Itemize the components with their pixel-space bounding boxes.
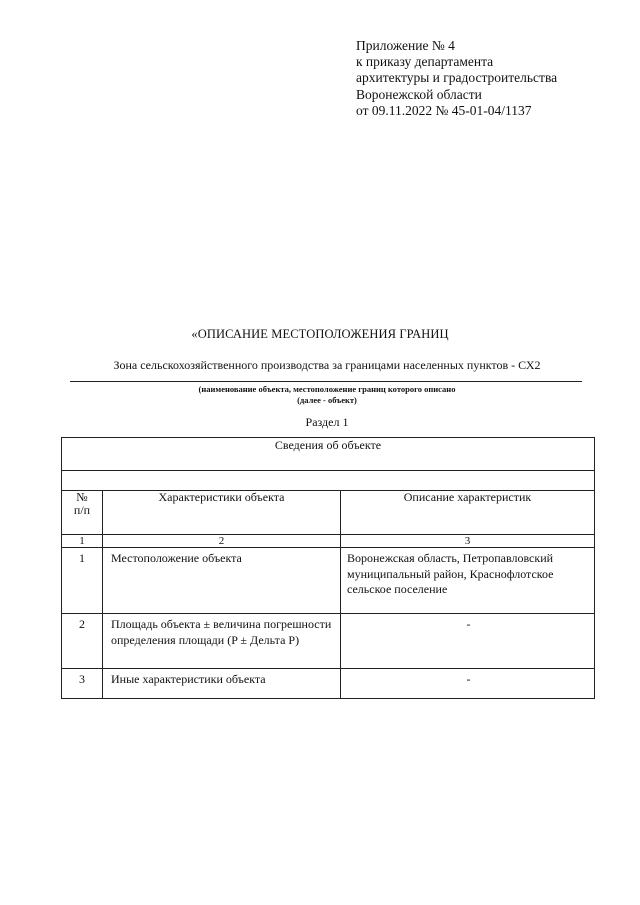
object-info-table: [61, 437, 595, 699]
row-num: 1: [62, 548, 103, 614]
table-row: [62, 548, 595, 614]
col-header-num-line1: №: [76, 490, 88, 504]
spacer-cell: [62, 471, 595, 491]
col-number: 1: [62, 535, 103, 548]
annex-line: от 09.11.2022 № 45-01-04/1137: [356, 102, 532, 118]
col-header-num: [62, 491, 103, 535]
row-description: Воронежская область, Петропавловский муниципальный район, Краснофлотское сельское поселение: [341, 548, 595, 614]
col-header-characteristics: Характеристики объекта: [103, 491, 341, 535]
column-header-row: [62, 491, 595, 535]
row-num: 3: [62, 669, 103, 699]
row-characteristic: Местоположение объекта: [103, 548, 341, 614]
caption-line: (далее - объект): [297, 395, 357, 405]
table-header: Сведения об объекте: [62, 438, 595, 471]
annex-line: архитектуры и градостроительства: [356, 70, 558, 86]
col-header-num-line2: п/п: [73, 503, 91, 517]
annex-line: Приложение № 4: [356, 38, 455, 53]
table-header-row: [62, 438, 595, 471]
document-title: «ОПИСАНИЕ МЕСТОПОЛОЖЕНИЯ ГРАНИЦ: [191, 327, 449, 341]
underline-rule: [70, 381, 582, 382]
annex-line: к приказу департамента: [356, 54, 494, 70]
table-spacer-row: [62, 471, 595, 491]
annex-line: Воронежской области: [356, 86, 482, 102]
table-row: [62, 614, 595, 669]
object-name: Зона сельскохозяйственного производства за границами населенных пунктов - СХ2: [113, 358, 541, 372]
row-description: -: [341, 669, 595, 699]
column-number-row: [62, 535, 595, 548]
col-header-description: Описание характеристик: [341, 491, 595, 535]
row-num: 2: [62, 614, 103, 669]
annex-block: [356, 38, 557, 119]
object-caption: [62, 384, 592, 406]
caption-line: (наименование объекта, местоположение границ которого описано: [198, 384, 456, 394]
row-description: -: [341, 614, 595, 669]
row-characteristic: Иные характеристики объекта: [103, 669, 341, 699]
section-label: Раздел 1: [305, 415, 349, 429]
table-row: [62, 669, 595, 699]
row-characteristic: Площадь объекта ± величина погрешности определения площади (P ± Дельта P): [103, 614, 341, 669]
col-number: 2: [103, 535, 341, 548]
col-number: 3: [341, 535, 595, 548]
